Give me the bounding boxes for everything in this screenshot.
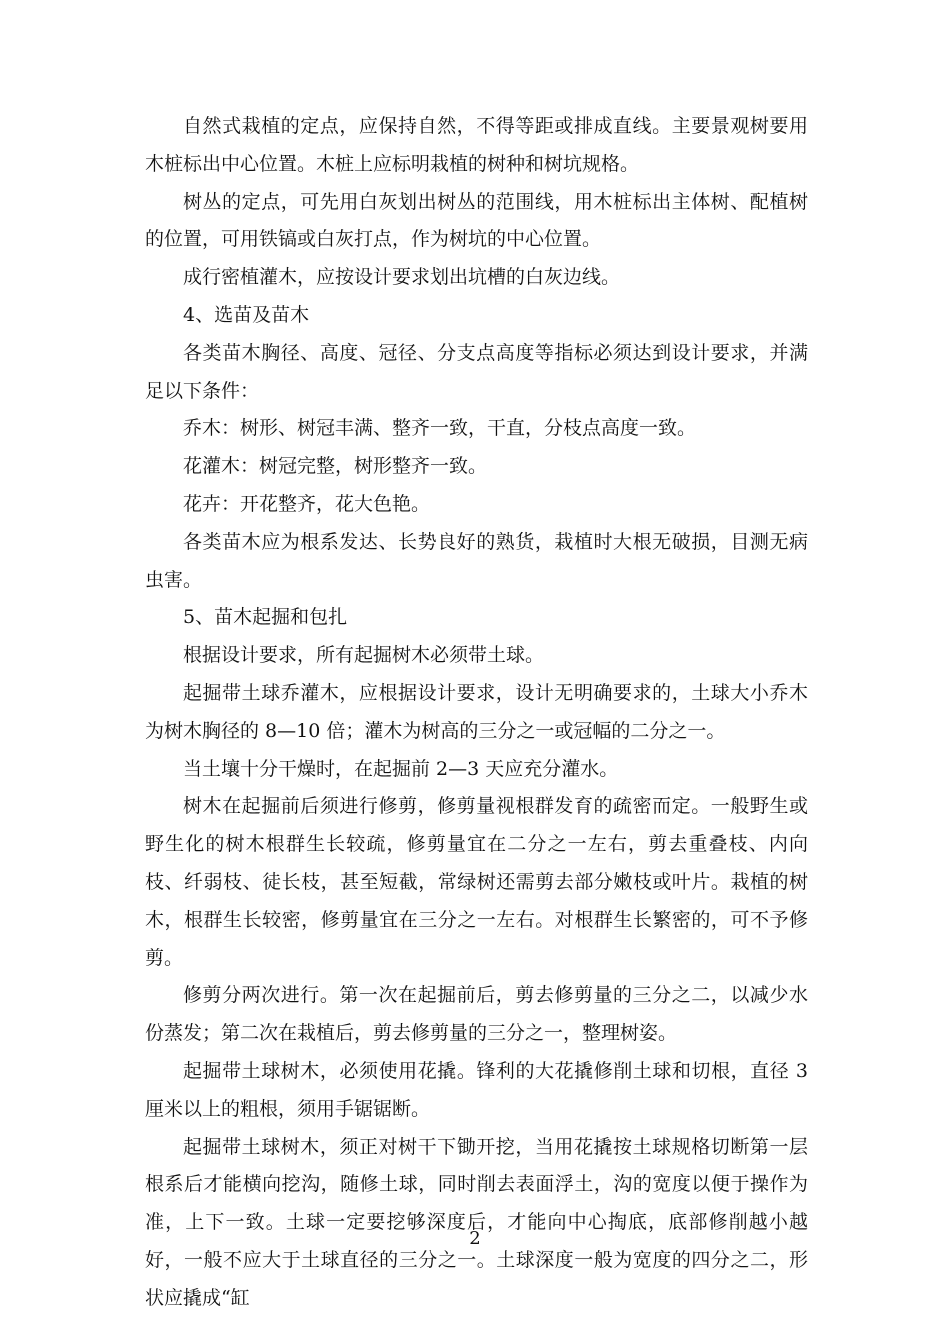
paragraph: 树木在起掘前后须进行修剪，修剪量视根群发育的疏密而定。一般野生或野生化的树木根群生长较疏，修剪量宜在二分之一左右，剪去重叠枝、内向枝、纤弱枝、徒长枝，甚至短截，常绿树还需剪去部分嫩枝或叶片。栽植的树木，根群生长较密，修剪量宜在三分之一左右。对根群生长繁密的，可不予修剪。 bbox=[145, 795, 808, 969]
section-heading: 5、苗木起掘和包扎 bbox=[183, 606, 348, 629]
paragraph: 修剪分两次进行。第一次在起掘前后，剪去修剪量的三分之二，以减少水份蒸发；第二次在栽植后，剪去修剪量的三分之一，整理树姿。 bbox=[145, 984, 808, 1045]
paragraph: 起掘带土球乔灌木，应根据设计要求，设计无明确要求的，土球大小乔木为树木胸径的 8—10 倍；灌木为树高的三分之一或冠幅的二分之一。 bbox=[145, 681, 808, 742]
paragraph: 根据设计要求，所有起掘树木必须带土球。 bbox=[183, 644, 545, 667]
paragraph: 树丛的定点，可先用白灰划出树丛的范围线，用木桩标出主体树、配植树的位置，可用铁镐或白灰打点，作为树坑的中心位置。 bbox=[145, 190, 808, 251]
paragraph: 当土壤十分干燥时，在起掘前 2—3 天应充分灌水。 bbox=[183, 757, 619, 780]
paragraph: 起掘带土球树木，须正对树干下锄开挖，当用花撬按土球规格切断第一层根系后才能横向挖沟，随修土球，同时削去表面浮土，沟的宽度以便于操作为准，上下一致。土球一定要挖够深度后，才能向中心掏底，底部修削越小越好，一般不应大于土球直径的三分之一。土球深度一般为宽度的四分之二，形状应撬成“缸 bbox=[145, 1135, 808, 1309]
paragraph: 花灌木：树冠完整，树形整齐一致。 bbox=[183, 455, 488, 478]
section-heading: 4、选苗及苗木 bbox=[183, 303, 310, 326]
body-text bbox=[145, 108, 808, 1318]
page-number: 2 bbox=[469, 1228, 481, 1249]
paragraph: 花卉：开花整齐，花大色艳。 bbox=[183, 492, 431, 515]
paragraph: 自然式栽植的定点，应保持自然，不得等距或排成直线。主要景观树要用木桩标出中心位置。木桩上应标明栽植的树种和树坑规格。 bbox=[145, 115, 808, 175]
paragraph: 各类苗木应为根系发达、长势良好的熟货，栽植时大根无破损，目测无病虫害。 bbox=[145, 530, 808, 591]
paragraph: 成行密植灌木，应按设计要求划出坑槽的白灰边线。 bbox=[183, 266, 621, 289]
paragraph: 各类苗木胸径、高度、冠径、分支点高度等指标必须达到设计要求，并满足以下条件： bbox=[145, 341, 808, 402]
paragraph: 起掘带土球树木，必须使用花撬。锋利的大花撬修削土球和切根，直径 3 厘米以上的粗根，须用手锯锯断。 bbox=[145, 1059, 808, 1120]
paragraph: 乔木：树形、树冠丰满、整齐一致，干直，分枝点高度一致。 bbox=[183, 417, 697, 440]
